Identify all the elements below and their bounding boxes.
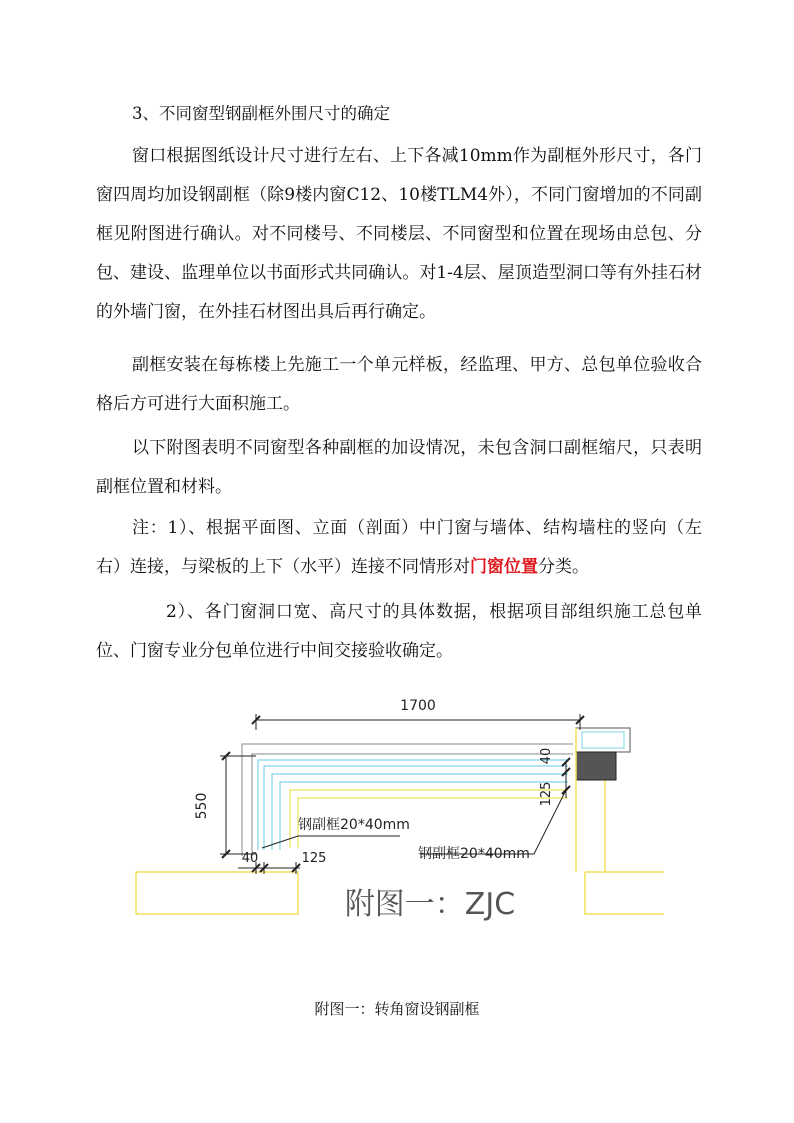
note-2: 2）、各门窗洞口宽、高尺寸的具体数据，根据项目部组织施工总包单位、门窗专业分包单位进行中间交接验收确定。 xyxy=(96,602,702,661)
note-1 xyxy=(96,509,702,587)
dim-bottom-125-label: 125 xyxy=(301,851,327,866)
left-dimension xyxy=(220,752,256,858)
right-column xyxy=(576,728,630,872)
note-1-text: 注：1）、根据平面图、立面（剖面）中门窗与墙体、结构墙柱的竖向（左右）连接，与梁板的上下（水平）连接不同情形对 xyxy=(96,518,702,577)
figure-caption: 附图一：转角窗设钢副框 xyxy=(314,1000,480,1018)
paragraph-1: 窗口根据图纸设计尺寸进行左右、上下各减10mm作为副框外形尺寸，各门窗四周均加设钢副框（除9楼内窗C12、10楼TLM4外），不同门窗增加的不同副框见附图进行确认。对不同楼号、不同楼层、不同窗型和位置在现场由总包、分包、建设、监理单位以书面形式共同确认。对1-4层、屋顶造型洞口等有外挂石材的外墙门窗，在外挂石材图出具后再行确定。 xyxy=(96,146,702,322)
section-heading: 3、不同窗型钢副框外围尺寸的确定 xyxy=(132,104,390,123)
top-dimension xyxy=(252,714,584,730)
paragraph-3: 以下附图表明不同窗型各种副框的加设情况，未包含洞口副框缩尺，只表明副框位置和材料。 xyxy=(96,438,702,497)
dim-top-label: 1700 xyxy=(400,698,436,714)
note-1-tail: 分类。 xyxy=(538,557,589,577)
dim-right-40-label: 40 xyxy=(539,747,554,765)
dim-left-label: 550 xyxy=(194,792,210,820)
corner-window-drawing xyxy=(130,686,670,936)
paragraph-2: 副框安装在每栋楼上先施工一个单元样板，经监理、甲方、总包单位验收合格后方可进行大面积施工。 xyxy=(96,355,702,414)
frame-label-2: 钢副框20*40mm xyxy=(418,846,530,862)
dim-right-125-label: 125 xyxy=(539,781,554,807)
figure-title: 附图一：ZJC xyxy=(344,887,516,922)
outer-frame xyxy=(242,744,573,856)
dim-bottom-40-label: 40 xyxy=(241,851,259,866)
frame-label-1: 钢副框20*40mm xyxy=(298,817,410,833)
right-dimension xyxy=(562,758,570,798)
note-1-highlight: 门窗位置 xyxy=(470,557,538,577)
